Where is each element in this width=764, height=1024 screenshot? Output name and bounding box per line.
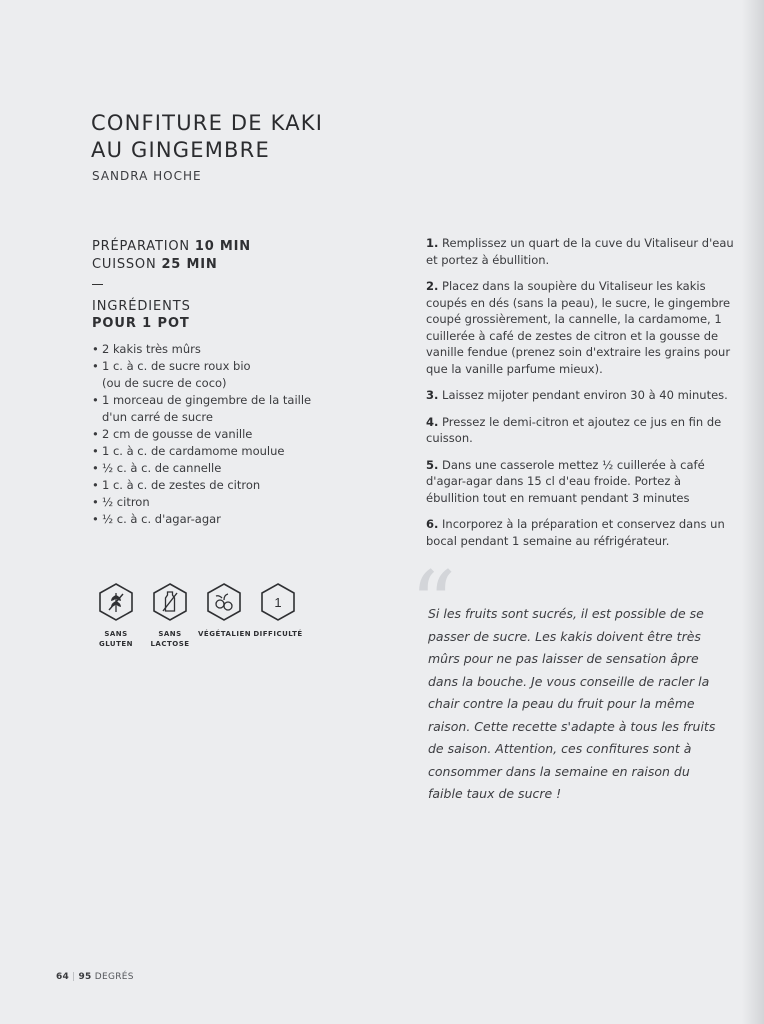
ingredient-item: • 2 kakis très mûrs (92, 342, 201, 356)
badge-gluten-free: SANS GLUTEN (90, 582, 142, 649)
timing-block (92, 238, 251, 285)
ingredient-item: • ½ c. à c. de cannelle (92, 461, 222, 475)
step-item: 1. Remplissez un quart de la cuve du Vitaliseur d'eau et portez à ébullition. (426, 236, 734, 267)
page-number: 64 (56, 972, 70, 982)
step-item: 2. Placez dans la soupière du Vitaliseur les kakis coupés en dés (sans la peau), le sucre, le gingembre coupé grossièrement, la cannelle, la cardamome, 1 cuillerée à café de zestes de citron et la gousse de vanille fendue (prenez soin d'extraire les grains pour que la vanille parfume mieux). (426, 279, 731, 376)
ingredient-item: • 1 c. à c. de cardamome moulue (92, 444, 285, 458)
divider-dash (92, 284, 103, 285)
ingredient-item: • 1 morceau de gingembre de la taille (92, 393, 312, 407)
bottle-crossed-icon (151, 582, 189, 622)
step-item: 6. Incorporez à la préparation et conservez dans un bocal pendant 1 semaine au réfrigérateur. (426, 517, 725, 548)
author-name: SANDRA HOCHE (92, 169, 202, 183)
quote-mark-icon: “ (410, 552, 457, 657)
cook-value: 25 MIN (161, 257, 218, 272)
prep-label: PRÉPARATION (92, 239, 190, 254)
cook-time (92, 256, 251, 274)
prep-value: 10 MIN (194, 239, 251, 254)
page-gutter-shadow (742, 0, 764, 1024)
difficulty-value: 1 (274, 595, 282, 610)
prep-time (92, 238, 251, 256)
title-line-1: CONFITURE DE KAKI (91, 111, 324, 135)
cook-label: CUISSON (92, 257, 157, 272)
ingredients-title: INGRÉDIENTS (92, 299, 191, 314)
badge-difficulty: 1 DIFFICULTÉ (252, 582, 304, 639)
step-item: 3. Laissez mijoter pendant environ 30 à 40 minutes. (426, 388, 728, 402)
magazine-name: DEGRÉS (94, 972, 134, 982)
badge-lactose-free: SANS LACTOSE (144, 582, 196, 649)
badge-vegan: VÉGÉTALIEN (198, 582, 250, 639)
diet-badges (96, 582, 306, 652)
steps-list (426, 235, 736, 559)
ingredient-item: • 2 cm de gousse de vanille (92, 427, 253, 441)
ingredients-heading (92, 298, 191, 332)
vegetables-icon (205, 582, 243, 622)
ingredient-item: • 1 c. à c. de zestes de citron (92, 478, 261, 492)
magazine-number: 95 (78, 972, 92, 982)
ingredient-item-continued: d'un carré de sucre (102, 410, 213, 424)
difficulty-icon (259, 582, 297, 622)
page-footer (56, 972, 134, 982)
recipe-title (91, 110, 323, 164)
ingredients-yield: POUR 1 POT (92, 316, 190, 331)
title-line-2: AU GINGEMBRE (91, 138, 270, 162)
ingredients-list (92, 341, 311, 528)
ingredient-item-continued: (ou de sucre de coco) (102, 376, 227, 390)
step-item: 4. Pressez le demi-citron et ajoutez ce jus en fin de cuisson. (426, 414, 722, 445)
ingredient-item: • ½ c. à c. d'agar-agar (92, 512, 221, 526)
wheat-crossed-icon (97, 582, 135, 622)
ingredient-item: • ½ citron (92, 495, 150, 509)
step-item: 5. Dans une casserole mettez ½ cuillerée à café d'agar-agar dans 15 cl d'eau froide. Portez à ébullition tout en remuant pendant 3 minutes (426, 457, 705, 505)
ingredient-item: • 1 c. à c. de sucre roux bio (92, 359, 251, 373)
footer-separator: | (72, 972, 76, 982)
chef-quote: Si les fruits sont sucrés, il est possible de se passer de sucre. Les kakis doivent être très mûrs pour ne pas laisser de sensation âpre dans la bouche. Je vous conseille de racler la chair contre la peau du fruit pour la même raison. Cette recette s'adapte à tous les fruits de saison. Attention, ces confitures sont à consommer dans la semaine en raison du faible taux de sucre ! (428, 606, 716, 801)
